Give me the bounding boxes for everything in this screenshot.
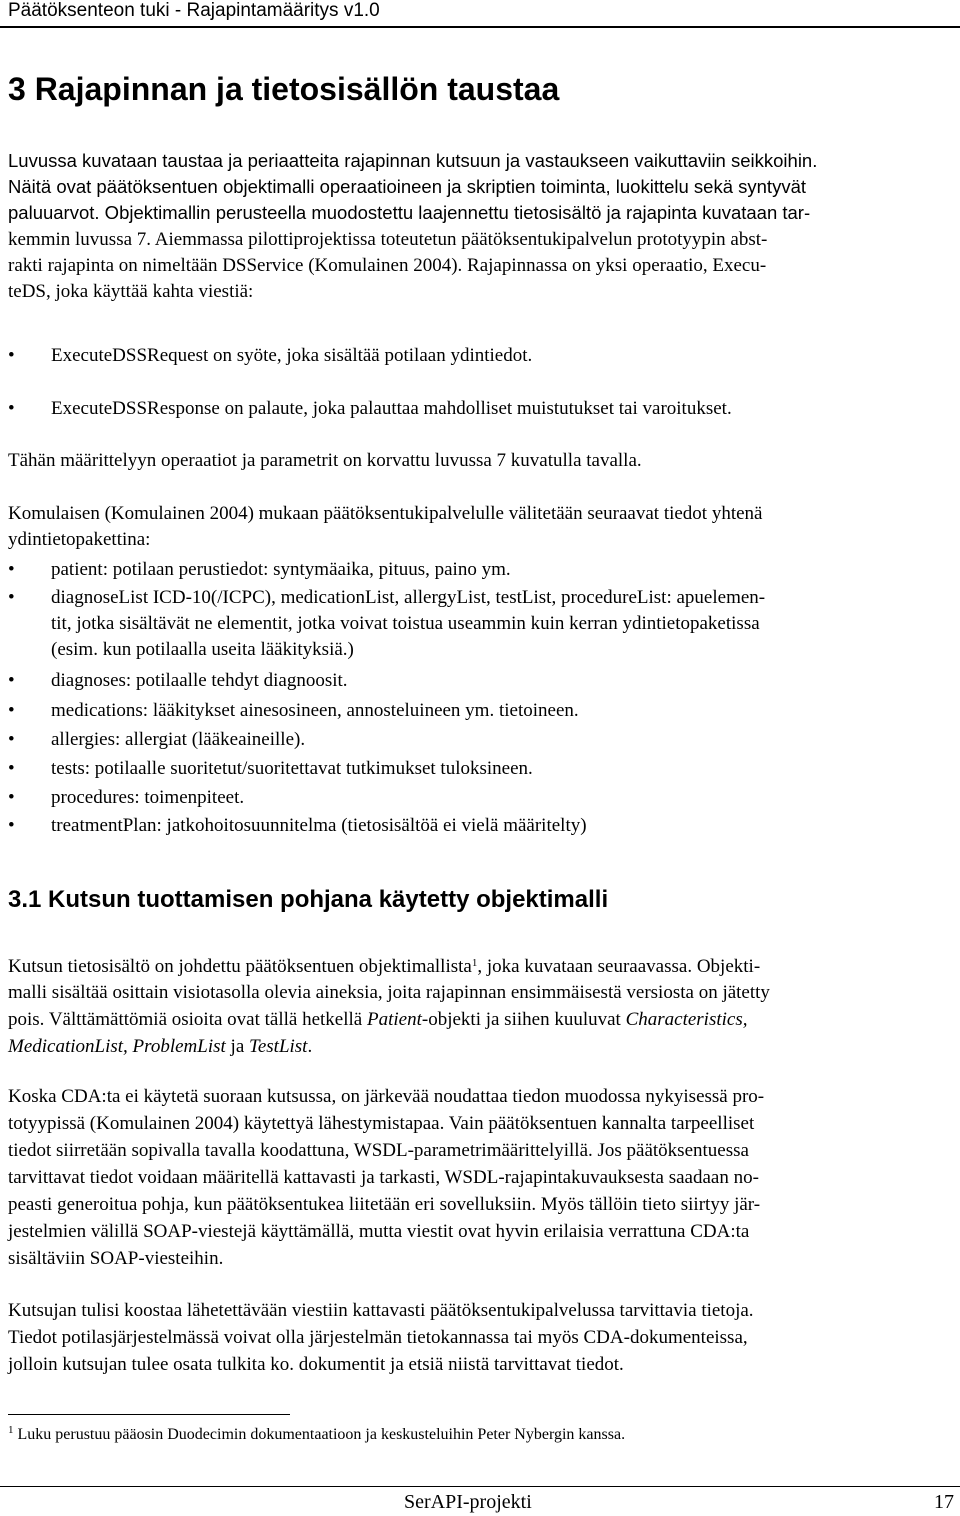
package-item: tests: potilaalle suoritetut/suoritettavat tutkimukset tuloksineen. <box>51 758 533 779</box>
p2-line: peasti generoitua pohja, kun päätöksentukea liitetään eri sovelluksiin. Myös tällöin tieto siirtyy jär- <box>8 1194 761 1215</box>
section-3-1-heading: 3.1 Kutsun tuottamisen pohjana käytetty objektimalli <box>8 886 609 913</box>
running-head: Päätöksenteon tuki - Rajapintamääritys v1.0 <box>8 0 380 21</box>
package-item: allergies: allergiat (lääkeaineille). <box>51 729 306 750</box>
p2-line: jestelmien välillä SOAP-viestejä käyttämällä, mutta viestit ovat hyvin erilaisia verrattuna CDA:ta <box>8 1221 750 1242</box>
message-item: ExecuteDSSRequest on syöte, joka sisältää potilaan ydintiedot. <box>51 345 533 366</box>
footnote-ref[interactable]: 1 <box>471 957 478 969</box>
p1-line: malli sisältää osittain visiotasolla olevia aineksia, joita rajapinnan ensimmäisestä versiosta on jätetty <box>8 982 770 1003</box>
note-paragraph: Tähän määrittelyyn operaatiot ja parametrit on korvattu luvussa 7 kuvatulla tavalla. <box>8 450 642 471</box>
page-number: 17 <box>934 1491 954 1513</box>
komulainen-line: ydintietopakettina: <box>8 529 151 550</box>
package-item: diagnoses: potilaalle tehdyt diagnoosit. <box>51 670 348 691</box>
footnote-rule <box>8 1414 290 1415</box>
intro-line: paluuarvot. Objektimallin perusteella muodostettu laajennettu tietosisältö ja rajapinta kuvataan tar- <box>8 202 811 223</box>
bullet-icon: • <box>8 559 15 580</box>
bullet-icon: • <box>8 587 15 608</box>
package-item: treatmentPlan: jatkohoitosuunnitelma (tietosisältöä ei vielä määritelty) <box>51 815 587 836</box>
p1-line: MedicationList, ProblemList ja TestList. <box>8 1036 313 1057</box>
package-item-continued: (esim. kun potilaalla useita lääkityksiä.) <box>51 639 354 660</box>
p2-line: sisältäviin SOAP-viesteihin. <box>8 1248 224 1269</box>
p2-line: tiedot siirretään sopivalla tavalla koodattuna, WSDL-parametrimäärittelyillä. Jos päätöksentuessa <box>8 1140 749 1161</box>
footnote-text: Luku perustuu pääosin Duodecimin dokumentaatioon ja keskusteluihin Peter Nybergin kanssa. <box>13 1426 626 1443</box>
bullet-icon: • <box>8 700 15 721</box>
bullet-icon: • <box>8 729 15 750</box>
footer-rule <box>0 1486 960 1487</box>
message-item: ExecuteDSSResponse on palaute, joka palauttaa mahdolliset muistutukset tai varoitukset. <box>51 398 732 419</box>
header-rule <box>0 26 960 28</box>
bullet-icon: • <box>8 670 15 691</box>
p1-line: pois. Välttämättömiä osioita ovat tällä hetkellä Patient-objekti ja siihen kuuluvat Characteristics, <box>8 1009 748 1030</box>
package-item: medications: lääkitykset ainesosineen, annosteluineen ym. tietoineen. <box>51 700 579 721</box>
footnote-marker: 1 <box>8 1424 14 1436</box>
package-item: patient: potilaan perustiedot: syntymäaika, pituus, paino ym. <box>51 559 511 580</box>
komulainen-line: Komulaisen (Komulainen 2004) mukaan päätöksentukipalvelulle välitetään seuraavat tiedot yhtenä <box>8 503 763 524</box>
package-item: diagnoseList ICD-10(/ICPC), medicationList, allergyList, testList, procedureList: apuelemen- <box>51 587 766 608</box>
bullet-icon: • <box>8 398 15 419</box>
package-item: procedures: toimenpiteet. <box>51 787 245 808</box>
p2-line: Koska CDA:ta ei käytetä suoraan kutsussa, on järkevää noudattaa tiedon muodossa nykyisessä pro- <box>8 1086 765 1107</box>
intro-line: kemmin luvussa 7. Aiemmassa pilottiprojektissa toteutetun päätöksentukipalvelun prototyypin abst- <box>8 229 768 250</box>
intro-line: Luvussa kuvataan taustaa ja periaatteita rajapinnan kutsuun ja vastaukseen vaikuttaviin seikkoihin. <box>8 150 818 171</box>
intro-line: teDS, joka käyttää kahta viestiä: <box>8 281 254 302</box>
bullet-icon: • <box>8 758 15 779</box>
bullet-icon: • <box>8 787 15 808</box>
package-item-continued: tit, jotka sisältävät ne elementit, jotka voivat toistua useammin kuin kerran ydintietopaketissa <box>51 613 760 634</box>
p1-line: Kutsun tietosisältö on johdettu päätöksentuen objektimallista$^1$, joka kuvataan seuraavassa. Objekti- <box>8 956 761 977</box>
footer-project: SerAPI-projekti <box>404 1491 532 1513</box>
p3-line: jolloin kutsujan tulee osata tulkita ko. dokumentit ja etsiä niistä tarvittavat tiedot. <box>8 1354 624 1375</box>
bullet-icon: • <box>8 345 15 366</box>
section-3-heading: 3 Rajapinnan ja tietosisällön taustaa <box>8 71 560 107</box>
p2-line: totyypissä (Komulainen 2004) käytettyä lähestymistapaa. Vain päätöksentuen kannalta tarpeelliset <box>8 1113 755 1134</box>
intro-line: rakti rajapinta on nimeltään DSService (Komulainen 2004). Rajapinnassa on yksi operaatio, Execu- <box>8 255 767 276</box>
footnote <box>8 1424 625 1446</box>
p3-line: Tiedot potilasjärjestelmässä voivat olla järjestelmän tietokannassa tai myös CDA-dokumenteissa, <box>8 1327 748 1348</box>
p2-line: tarvittavat tiedot voidaan määritellä kattavasti ja tarkasti, WSDL-rajapintakuvauksesta saadaan no- <box>8 1167 759 1188</box>
p3-line: Kutsujan tulisi koostaa lähetettävään viestiin kattavasti päätöksentukipalvelussa tarvittavia tietoja. <box>8 1300 754 1321</box>
intro-line: Näitä ovat päätöksentuen objektimalli operaatioineen ja skriptien toiminta, luokittelu sekä syntyvät <box>8 176 807 197</box>
bullet-icon: • <box>8 815 15 836</box>
